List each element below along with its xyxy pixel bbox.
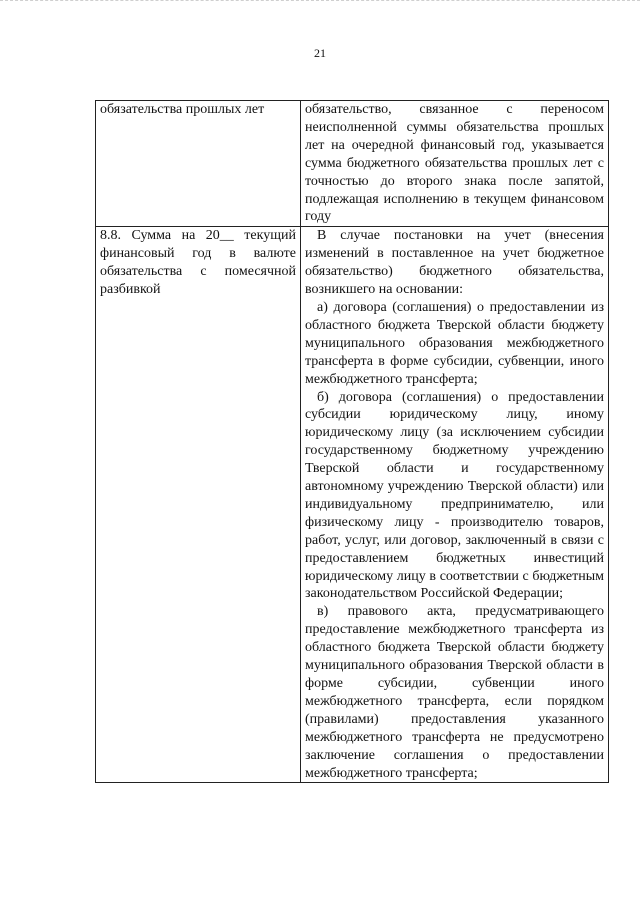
table-cell-field-name	[96, 227, 301, 783]
table-cell-field-name	[96, 101, 301, 227]
description-item-b: б) договора (соглашения) о предоставлении субсидии юридическому лицу, иному юридическому лицу (за исключением субсидии государственному бюджетному учреждению Тверской области и государственному автономному учреждению Тверской области) или индивидуальному предпринимателю, или физическому лицу - производителю товаров, работ, услуг, или договор, заключенный в связи с предоставлением бюджетных инвестиций юридическому лицу в соответствии с бюджетным законодательством Российской Федерации;	[305, 389, 604, 602]
document-table	[95, 100, 609, 783]
field-name-text: обязательства прошлых лет	[100, 102, 265, 117]
table-row	[96, 101, 609, 227]
description-item-v: в) правового акта, предусматривающего предоставление межбюджетного трансферта из областного бюджета Тверской области бюджету муниципального образования Тверской области в форме субсидии, субвенции иного межбюджетного трансферта, если порядком (правилами) предоставления указанного межбюджетного трансферта не предусмотрено заключение соглашения о предоставлении межбюджетного трансферта;	[305, 604, 604, 781]
table-cell-description	[301, 101, 609, 227]
page-number: 21	[314, 46, 326, 60]
table-cell-description	[301, 227, 609, 783]
field-name-text: 8.8. Сумма на 20__ текущий финансовый год в валюте обязательства с помесячной разбивкой	[100, 228, 296, 298]
description-paragraph: обязательство, связанное с переносом неисполненной суммы обязательства прошлых лет на очередной финансовый год, указывается сумма бюджетного обязательства прошлых лет с точностью до второго знака после запятой, подлежащая исполнению в текущем финансовом году	[305, 102, 604, 225]
description-item-a: а) договора (соглашения) о предоставлении из областного бюджета Тверской области бюджету муниципального образования межбюджетного трансферта в форме субсидии, субвенции, иного межбюджетного трансферта;	[305, 299, 604, 387]
description-paragraph: В случае постановки на учет (внесения изменений в поставленное на учет бюджетное обязательство) бюджетного обязательства, возникшего на основании:	[305, 228, 604, 298]
scan-edge	[0, 0, 640, 4]
table-row	[96, 227, 609, 783]
